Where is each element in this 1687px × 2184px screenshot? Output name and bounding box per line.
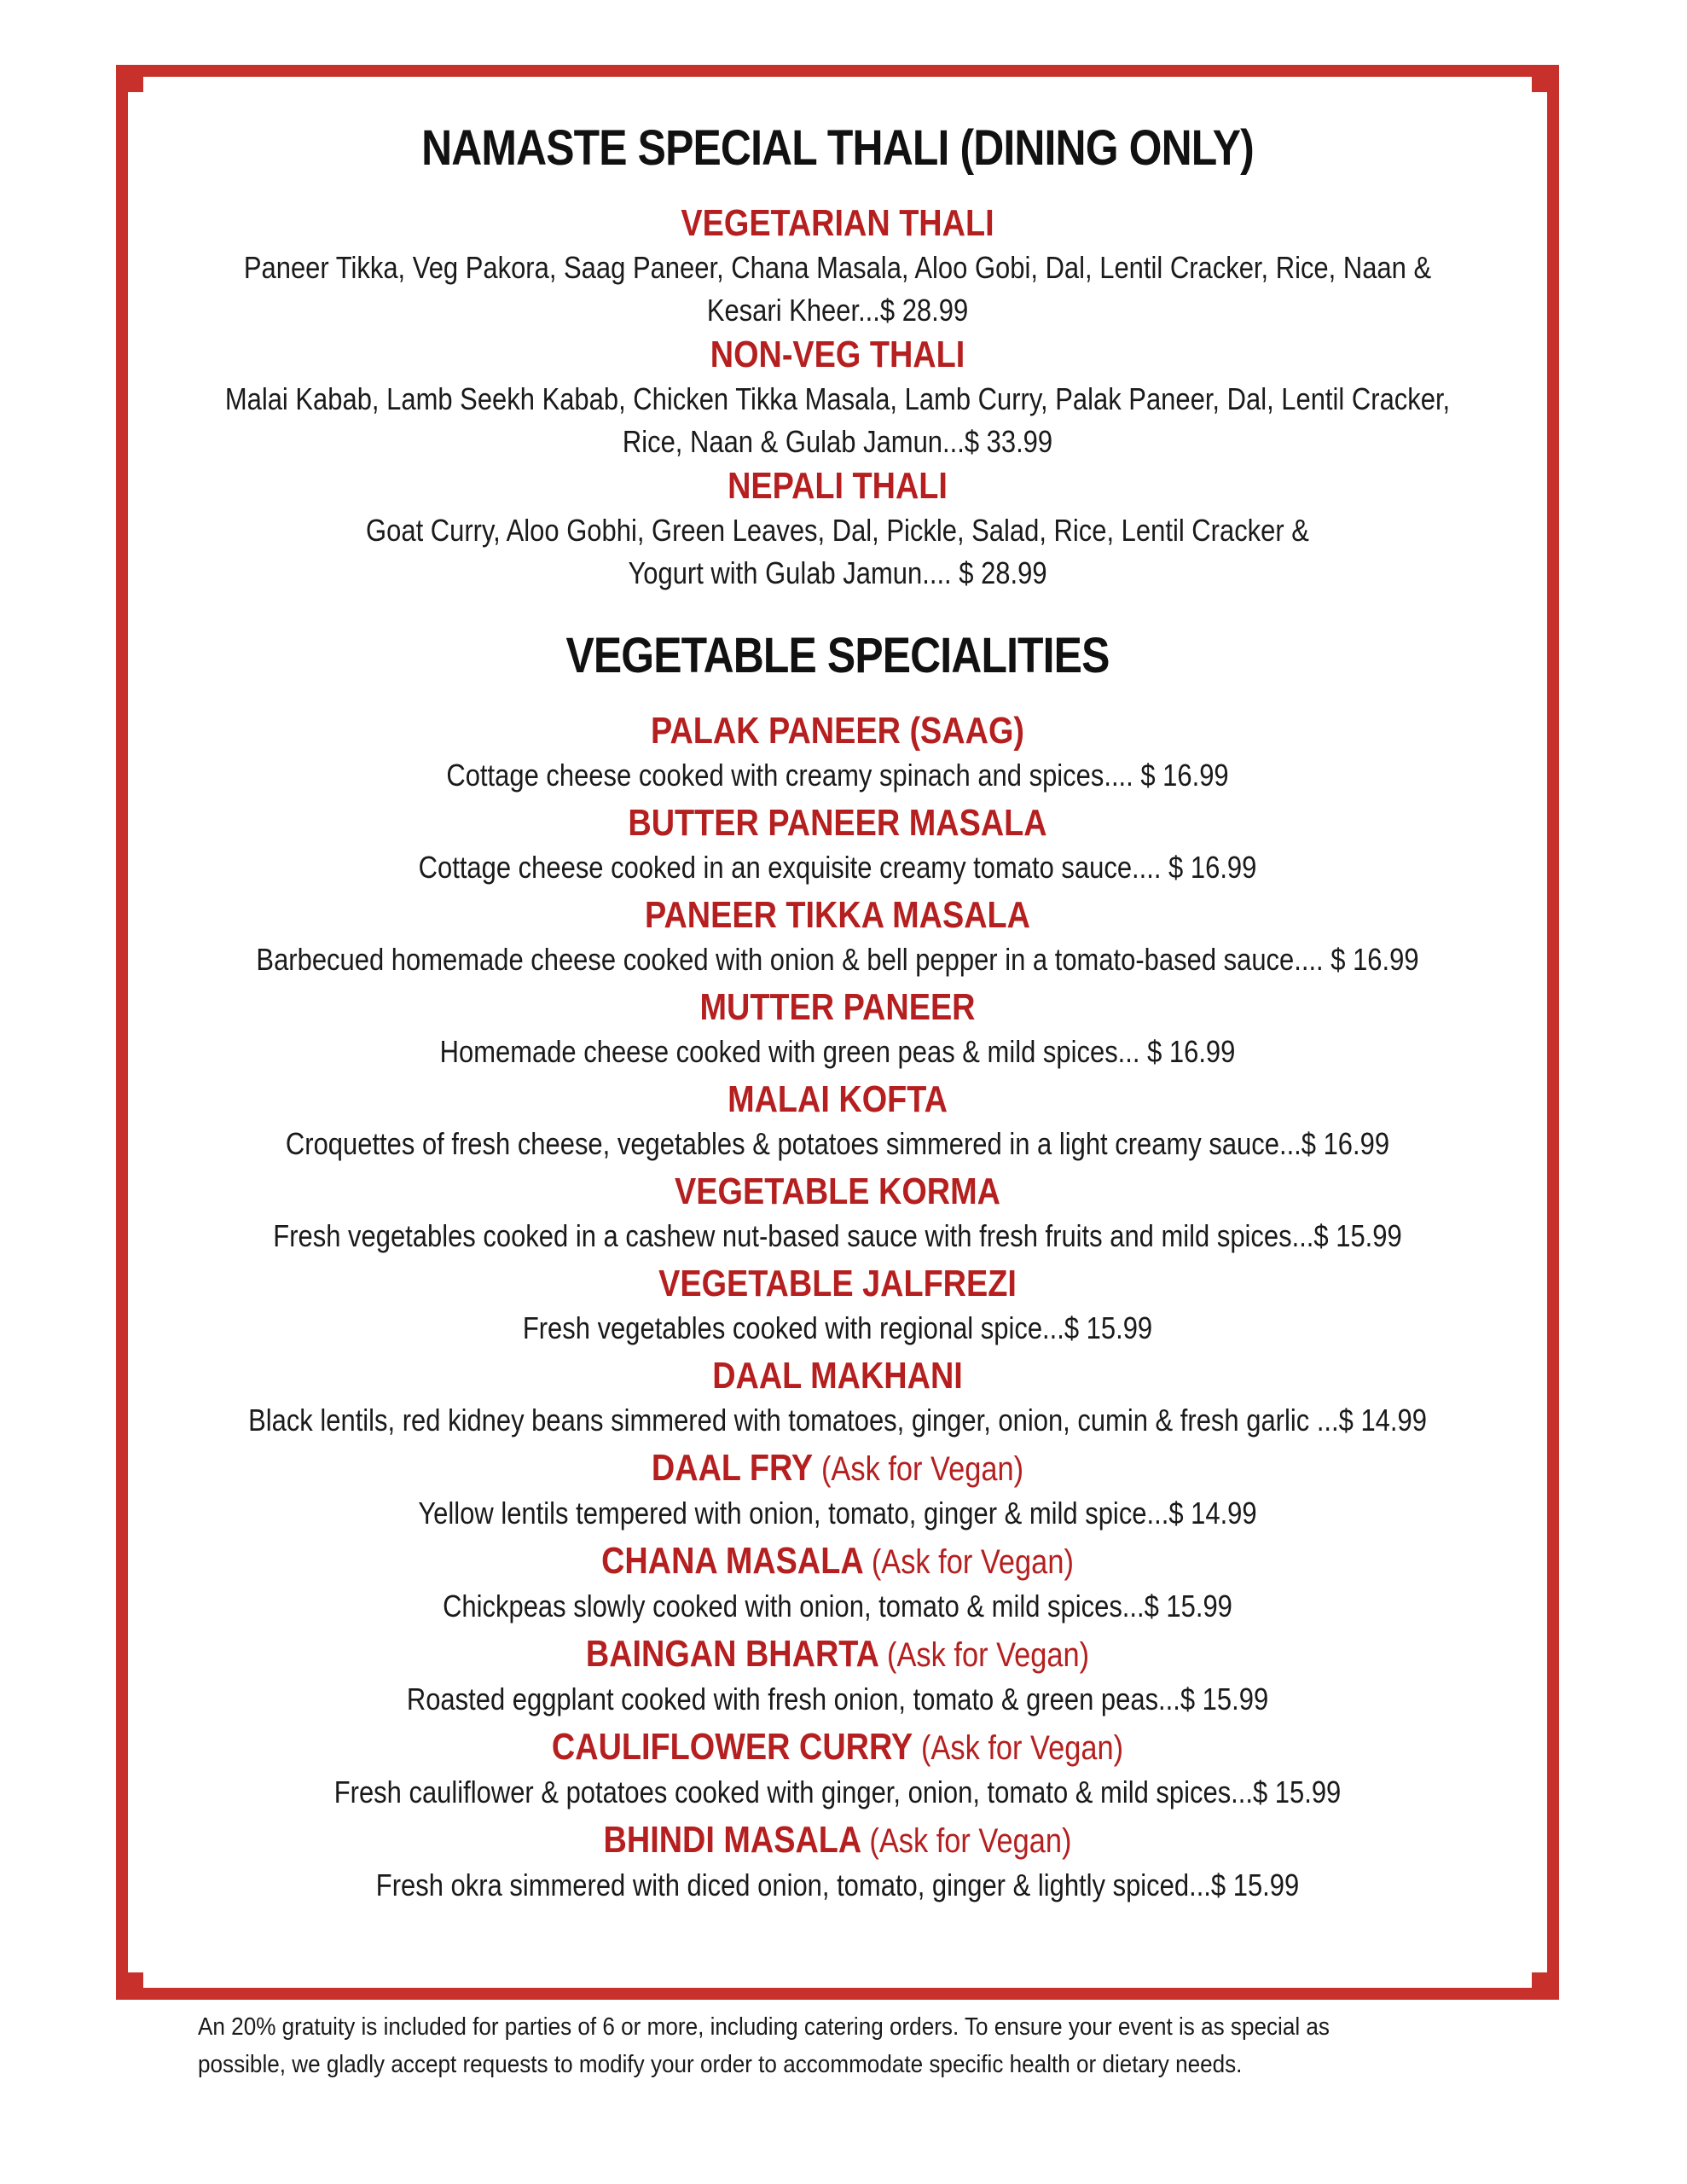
item-name-text: BAINGAN BHARTA	[585, 1633, 878, 1675]
item-name: VEGETARIAN THALI	[681, 202, 994, 244]
item-name-text: DAAL MAKHANI	[712, 1355, 963, 1397]
item-name-text: PANEER TIKKA MASALA	[645, 894, 1030, 936]
item-name-text: PALAK PANEER (SAAG)	[651, 710, 1024, 752]
item-name	[246, 1538, 1429, 1585]
item-description: Chickpeas slowly cooked with onion, tomato & mild spices...$ 15.99	[443, 1589, 1232, 1623]
vegan-note: (Ask for Vegan)	[869, 1822, 1072, 1860]
menu-item	[150, 708, 1525, 797]
item-name-text: DAAL FRY	[651, 1447, 813, 1489]
veg-section-title: VEGETABLE SPECIALITIES	[565, 628, 1110, 683]
corner-ornament-top-left	[119, 68, 143, 92]
item-name-text: MUTTER PANEER	[699, 986, 976, 1028]
item-description: Fresh vegetables cooked in a cashew nut-based sauce with fresh fruits and mild spices...$ 15.99	[273, 1218, 1402, 1253]
veg-list	[150, 708, 1525, 1907]
item-name	[246, 1261, 1429, 1307]
item-name-text: BUTTER PANEER MASALA	[628, 802, 1047, 844]
menu-item	[150, 1631, 1525, 1721]
item-name	[246, 892, 1429, 938]
thali-section-title: NAMASTE SPECIAL THALI (DINING ONLY)	[421, 120, 1254, 176]
gratuity-note: An 20% gratuity is included for parties of 6 or more, including catering orders. To ensure your event is as special as possible, we gladly accept requests to modify your order to accommodate specific health or dietary needs.	[198, 2013, 1330, 2078]
item-description: Fresh okra simmered with diced onion, tomato, ginger & lightly spiced...$ 15.99	[375, 1867, 1300, 1902]
item-name	[246, 1445, 1429, 1492]
menu-item	[150, 1261, 1525, 1350]
menu-item	[150, 985, 1525, 1073]
corner-ornament-top-right	[1532, 68, 1556, 92]
menu-item	[150, 1077, 1525, 1165]
item-name	[246, 1724, 1429, 1771]
item-description: Cottage cheese cooked in an exquisite creamy tomato sauce.... $ 16.99	[418, 850, 1257, 885]
item-name	[246, 1169, 1429, 1215]
vegan-note: (Ask for Vegan)	[871, 1543, 1074, 1581]
item-description: Cottage cheese cooked with creamy spinach and spices.... $ 16.99	[446, 758, 1229, 793]
item-description: Yellow lentils tempered with onion, tomato, ginger & mild spice...$ 14.99	[418, 1496, 1257, 1531]
item-name	[246, 1353, 1429, 1399]
item-name-text: CAULIFLOWER CURRY	[551, 1726, 913, 1768]
menu-item	[150, 892, 1525, 981]
menu-item	[150, 1353, 1525, 1442]
item-name	[246, 985, 1429, 1031]
item-description: Barbecued homemade cheese cooked with onion & bell pepper in a tomato-based sauce.... $ 16.99	[256, 942, 1419, 977]
item-name-text: CHANA MASALA	[601, 1540, 863, 1582]
menu-item	[150, 1445, 1525, 1535]
item-description: Homemade cheese cooked with green peas & mild spices... $ 16.99	[439, 1034, 1236, 1069]
item-description: Fresh cauliflower & potatoes cooked with ginger, onion, tomato & mild spices...$ 15.99	[333, 1774, 1342, 1809]
item-name: NON-VEG THALI	[710, 334, 965, 375]
vegan-note: (Ask for Vegan)	[820, 1450, 1024, 1488]
menu-item	[150, 800, 1525, 889]
menu-item	[150, 1538, 1525, 1628]
item-name-text: MALAI KOFTA	[728, 1078, 948, 1120]
item-description: Black lentils, red kidney beans simmered with tomatoes, ginger, onion, cumin & fresh garlic ...$ 14.99	[248, 1403, 1427, 1438]
vegan-note: (Ask for Vegan)	[887, 1636, 1090, 1674]
item-name	[246, 1631, 1429, 1678]
menu-item	[150, 200, 1525, 332]
item-name	[246, 1077, 1429, 1123]
menu-item	[150, 1817, 1525, 1907]
menu-item	[150, 463, 1525, 595]
item-description: Croquettes of fresh cheese, vegetables & potatoes simmered in a light creamy sauce...$ 16.99	[285, 1126, 1390, 1161]
item-name	[246, 800, 1429, 846]
corner-ornament-bottom-left	[119, 1972, 143, 1996]
item-name: NEPALI THALI	[728, 465, 948, 507]
item-name-text: BHINDI MASALA	[603, 1819, 861, 1861]
item-description: Paneer Tikka, Veg Pakora, Saag Paneer, Chana Masala, Aloo Gobi, Dal, Lentil Cracker, Rice, Naan & Kesari Kheer...$ 28.99	[243, 250, 1432, 328]
menu-item	[150, 1169, 1525, 1258]
vegan-note: (Ask for Vegan)	[920, 1729, 1124, 1767]
item-description: Malai Kabab, Lamb Seekh Kabab, Chicken Tikka Masala, Lamb Curry, Palak Paneer, Dal, Lentil Cracker, Rice, Naan & Gulab Jamun...$ 33.99	[224, 381, 1451, 459]
item-name	[246, 708, 1429, 754]
item-name	[246, 1817, 1429, 1864]
item-description: Roasted eggplant cooked with fresh onion, tomato & green peas...$ 15.99	[406, 1682, 1269, 1716]
menu-item	[150, 332, 1525, 463]
item-description: Goat Curry, Aloo Gobhi, Green Leaves, Dal, Pickle, Salad, Rice, Lentil Cracker & Yogurt with Gulab Jamun.... $ 28.99	[366, 513, 1309, 590]
menu-content	[150, 119, 1525, 1908]
menu-item	[150, 1724, 1525, 1814]
item-description: Fresh vegetables cooked with regional spice...$ 15.99	[522, 1310, 1153, 1345]
item-name-text: VEGETABLE JALFREZI	[658, 1263, 1017, 1304]
item-name-text: VEGETABLE KORMA	[675, 1170, 1000, 1212]
thali-list	[150, 200, 1525, 595]
corner-ornament-bottom-right	[1532, 1972, 1556, 1996]
